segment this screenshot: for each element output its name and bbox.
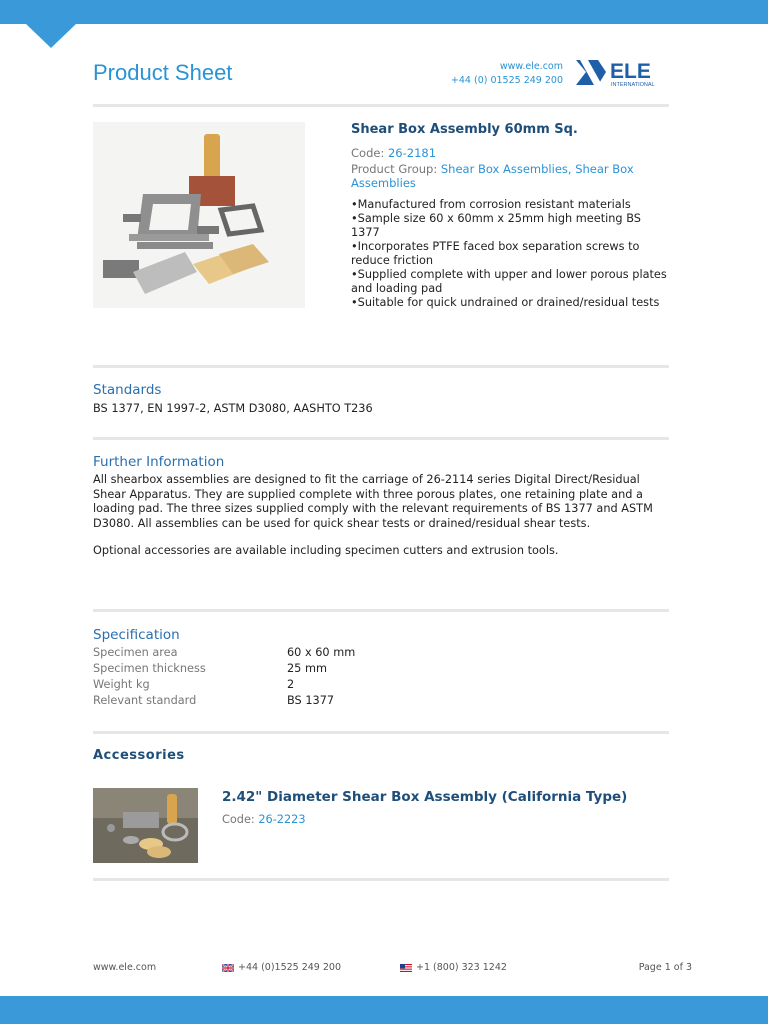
top-banner xyxy=(0,0,768,24)
header-phone: +44 (0) 01525 249 200 xyxy=(450,75,563,86)
standards-text: BS 1377, EN 1997-2, ASTM D3080, AASHTO T236 xyxy=(93,402,373,415)
feature-item: •Sample size 60 x 60mm x 25mm high meeting BS 1377 xyxy=(351,212,641,239)
specification-heading: Specification xyxy=(93,627,180,643)
feature-item: •Manufactured from corrosion resistant materials xyxy=(351,198,631,211)
spec-label: Specimen thickness xyxy=(93,662,206,675)
footer-website-link[interactable]: www.ele.com xyxy=(93,962,157,973)
product-title: Shear Box Assembly 60mm Sq. xyxy=(351,122,578,137)
accessory-code xyxy=(222,813,306,826)
page-number: Page 1 of 3 xyxy=(638,962,692,973)
spec-row xyxy=(93,662,669,678)
us-phone-number: +1 (800) 323 1242 xyxy=(416,962,507,973)
divider xyxy=(93,731,669,734)
top-banner-notch xyxy=(26,24,76,48)
footer-us-phone xyxy=(400,962,507,973)
bottom-banner xyxy=(0,996,768,1024)
product-group-link[interactable]: Shear Box Assemblies, Shear Box Assemblies xyxy=(351,162,634,190)
spec-row xyxy=(93,646,669,662)
uk-phone-number: +44 (0)1525 249 200 xyxy=(238,962,342,973)
divider xyxy=(93,437,669,440)
standards-heading: Standards xyxy=(93,382,162,398)
spec-label: Weight kg xyxy=(93,678,150,691)
product-code-label: Code: xyxy=(351,146,385,160)
accessory-image xyxy=(93,788,198,863)
spec-value: 60 x 60 mm xyxy=(287,646,356,659)
logo-subtext: INTERNATIONAL xyxy=(611,82,655,88)
spec-row xyxy=(93,678,669,694)
product-group xyxy=(351,162,671,190)
spec-row xyxy=(93,694,669,710)
feature-item: •Incorporates PTFE faced box separation screws to reduce friction xyxy=(351,240,640,267)
product-code xyxy=(351,146,671,160)
divider xyxy=(93,878,669,881)
further-info-heading: Further Information xyxy=(93,454,225,470)
header-contact xyxy=(451,60,563,88)
spec-value: 25 mm xyxy=(287,662,327,675)
feature-item: •Supplied complete with upper and lower porous plates and loading pad xyxy=(351,268,667,295)
footer-uk-phone xyxy=(222,962,341,973)
logo-text: ELE xyxy=(610,60,651,83)
product-code-link[interactable]: 26-2181 xyxy=(387,146,437,160)
uk-flag-icon xyxy=(222,964,234,972)
page-title: Product Sheet xyxy=(93,60,233,85)
spec-label: Specimen area xyxy=(93,646,178,659)
accessory-code-link[interactable]: 26-2223 xyxy=(258,813,306,826)
feature-item: •Suitable for quick undrained or drained/residual tests xyxy=(351,296,660,309)
further-info-accessories-note: Optional accessories are available including specimen cutters and extrusion tools. xyxy=(93,544,559,557)
spec-value: 2 xyxy=(287,678,295,691)
header-website-link[interactable]: www.ele.com xyxy=(499,61,563,72)
spec-label: Relevant standard xyxy=(93,694,197,707)
feature-list xyxy=(351,198,669,310)
spec-value: BS 1377 xyxy=(287,694,335,707)
ele-logo xyxy=(576,58,672,88)
divider xyxy=(93,365,669,368)
divider xyxy=(93,609,669,612)
divider xyxy=(93,104,669,107)
product-group-label: Product Group: xyxy=(351,162,438,176)
accessory-title-link[interactable]: 2.42" Diameter Shear Box Assembly (California Type) xyxy=(222,789,628,805)
further-info-paragraph: All shearbox assemblies are designed to fit the carriage of 26-2114 series Digital Direct/Residual Shear Apparatus. They are supplied complete with three porous plates, one retaining plate and a loading pad. The three sizes supplied comply with the relevant requirements of BS 1377 and ASTM D3080. All assemblies can be used for quick shear tests or drained/residual shear tests. xyxy=(93,473,653,530)
accessories-heading: Accessories xyxy=(93,748,185,763)
us-flag-icon xyxy=(400,964,412,972)
accessory-code-label: Code: xyxy=(222,813,255,826)
product-image xyxy=(93,122,305,308)
